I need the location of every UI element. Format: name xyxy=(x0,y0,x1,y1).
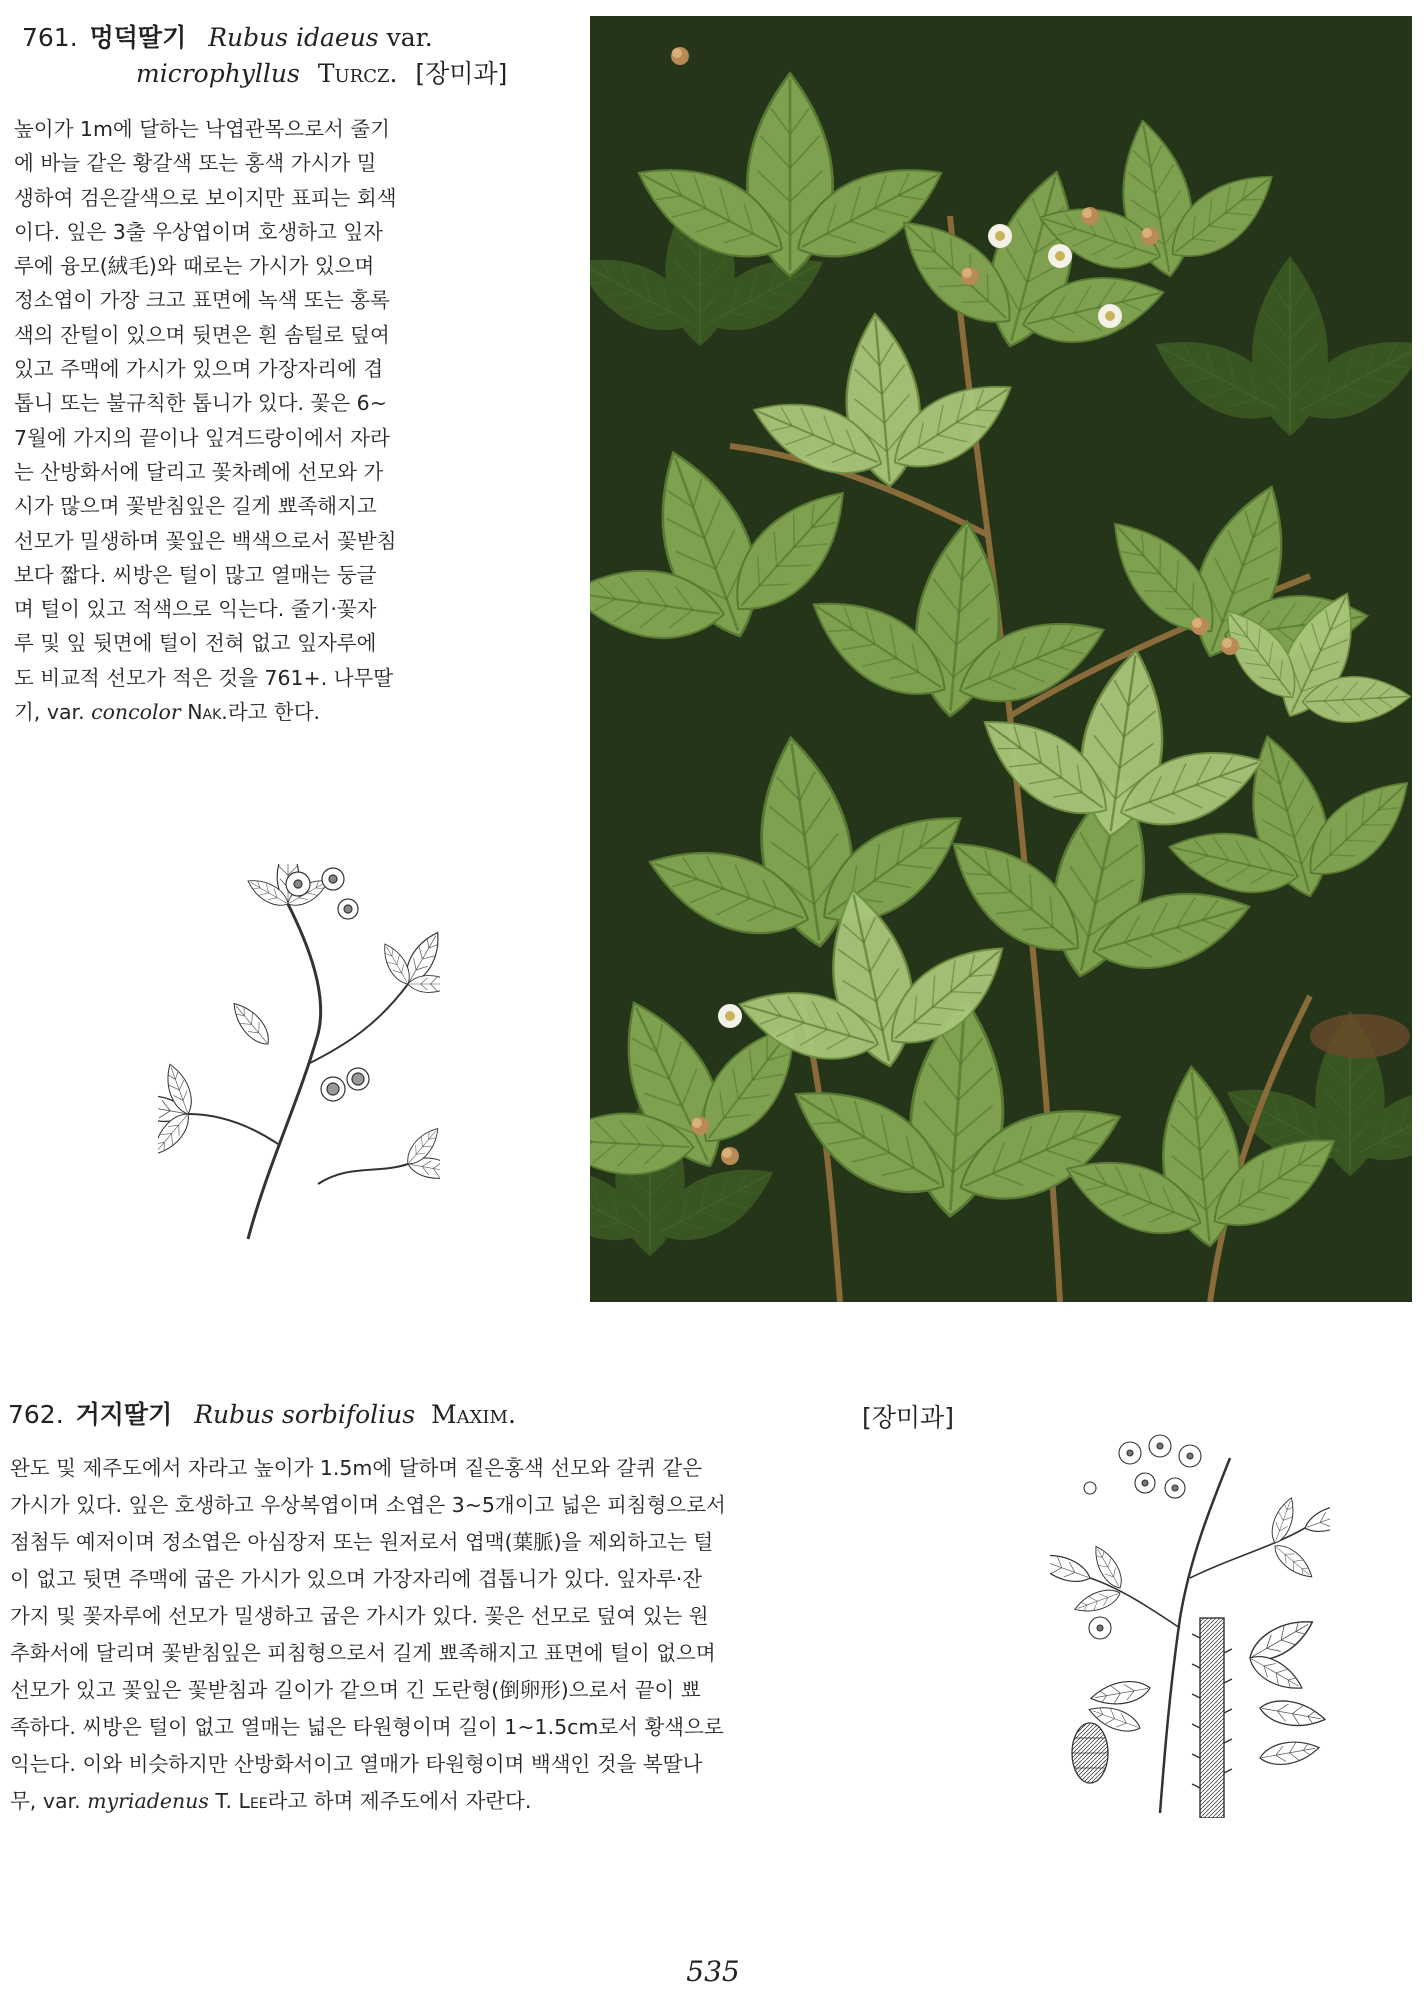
entry-762-korean-name: 거지딸기 xyxy=(75,1400,173,1429)
entry-762-scientific-name: Rubus sorbifolius xyxy=(194,1400,416,1429)
entry-761-scientific-name: Rubus idaeus xyxy=(208,23,379,52)
raspberry-shrub-photo xyxy=(590,16,1412,1302)
entry-761-variety-author: Nak. xyxy=(187,700,228,725)
entry-761-number: 761. xyxy=(22,23,78,52)
entry-761-description-end: 라고 한다. xyxy=(227,700,321,725)
entry-762-variety-myriadenus: myriadenus xyxy=(87,1789,209,1813)
entry-761-rank: var. xyxy=(386,23,433,52)
entry-762-family: [장미과] xyxy=(862,1403,954,1432)
entry-762-description xyxy=(10,1450,988,1820)
entry-762-heading xyxy=(8,1397,516,1433)
entry-762-botanical-sketch xyxy=(1050,1428,1330,1818)
entry-761-korean-name: 멍덕딸기 xyxy=(89,23,187,52)
entry-761-variety-name: microphyllus xyxy=(136,59,300,88)
page-number: 535 xyxy=(686,1955,740,1988)
entry-761-heading xyxy=(22,20,433,56)
entry-762-number: 762. xyxy=(8,1400,64,1429)
entry-761-author: Turcz. xyxy=(317,59,398,88)
entry-761-description xyxy=(14,112,548,729)
entry-761-description-text: 높이가 1m에 달하는 낙엽관목으로서 줄기 에 바늘 같은 황갈색 또는 홍색 가시가 밀 생하여 검은갈색으로 보이지만 표피는 회색 이다. 잎은 3출 우상엽이며 호생하고 잎자 루에 융모(絨毛)와 때로는 가시가 있으며 정소엽이 가장 크고 표면에 녹색 또는 홍록 색의 잔털이 있으며 뒷면은 흰 솜털로 덮여 있고 주맥에 가시가 있으며 가장자리에 겹 톱니 또는 불규칙한 톱니가 있다. 꽃은 6~ 7월에 가지의 끝이나 잎겨드랑이에서 자라 는 산방화서에 달리고 꽃차례에 선모와 가 시가 많으며 꽃받침잎은 길게 뾰족해지고 선모가 밀생하며 꽃잎은 백색으로서 꽃받침 보다 짧다. 씨방은 털이 많고 열매는 둥글 며 털이 있고 적색으로 익는다. 줄기·꽃자 루 및 잎 뒷면에 털이 전혀 없고 잎자루에 도 비교적 선모가 적은 것을 761+. 나무딸 기, var. xyxy=(14,117,397,725)
entry-761-botanical-sketch xyxy=(158,864,440,1244)
entry-761-variety-concolor: concolor xyxy=(91,700,181,725)
entry-762-description-end: 라고 하며 제주도에서 자란다. xyxy=(267,1789,532,1813)
entry-762-description-text: 완도 및 제주도에서 자라고 높이가 1.5m에 달하며 짙은홍색 선모와 갈퀴 같은 가시가 있다. 잎은 호생하고 우상복엽이며 소엽은 3~5개이고 넓은 피침형으로서 점첨두 예저이며 정소엽은 아심장저 또는 원저로서 엽맥(葉脈)을 제외하고는 털 이 없고 뒷면 주맥에 굽은 가시가 있으며 가장자리에 겹톱니가 있다. 잎자루·잔 가지 및 꽃자루에 선모가 밀생하고 굽은 가시가 있다. 꽃은 선모로 덮여 있는 원 추화서에 달리며 꽃받침잎은 피침형으로서 길게 뾰족해지고 표면에 털이 없으며 선모가 있고 꽃잎은 꽃받침과 길이가 같으며 긴 도란형(倒卵形)으로서 끝이 뾰 족하다. 씨방은 털이 없고 열매는 넓은 타원형이며 길이 1~1.5cm로서 황색으로 익는다. 이와 비슷하지만 산방화서이고 열매가 타원형이며 백색인 것을 복딸나 무, var. xyxy=(10,1456,726,1813)
entry-761-heading-line2 xyxy=(136,56,507,92)
entry-762-author: Maxim. xyxy=(431,1400,516,1429)
entry-761-family: [장미과] xyxy=(415,59,508,88)
entry-762-variety-author: T. Lee xyxy=(215,1789,268,1813)
